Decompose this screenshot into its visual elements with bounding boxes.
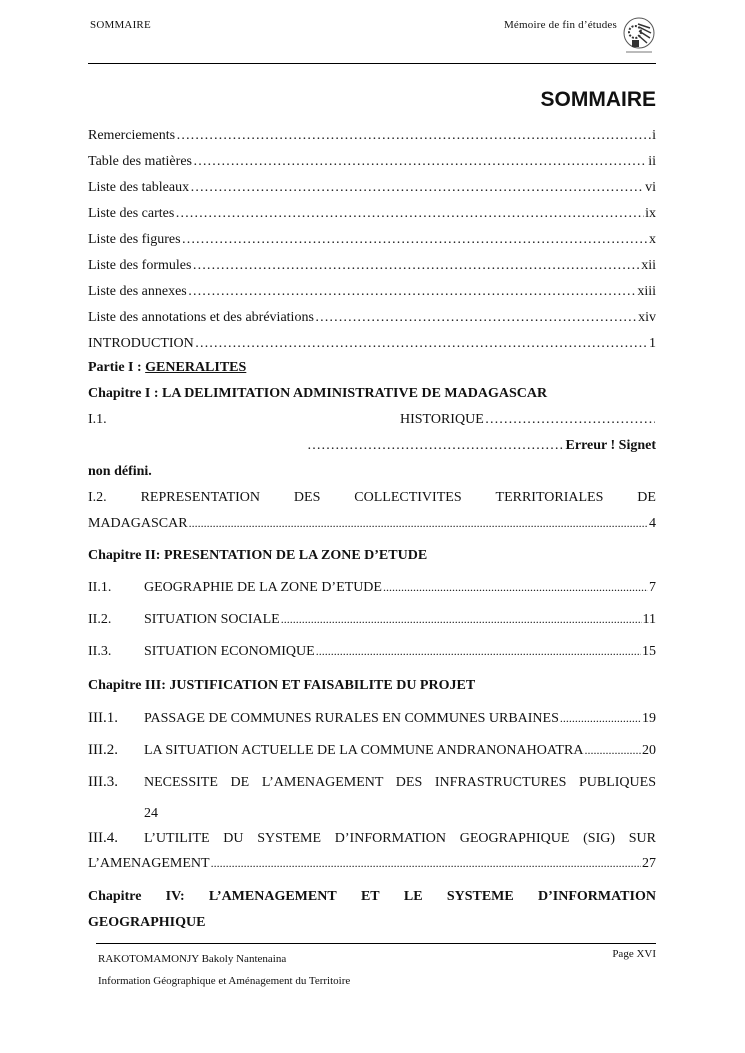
entry-label: NECESSITE DE L’AMENAGEMENT DES INFRASTRUCTURES PUBLIQUES [144,775,656,790]
part-name: GENERALITES [145,360,247,375]
entry-page: 15 [642,644,656,659]
dot-leader [316,644,641,659]
entry-page: 24 [144,806,158,821]
dot-leader [307,438,565,454]
toc-entry[interactable] [88,258,656,276]
title-word: Chapitre [88,889,142,904]
footer-author: RAKOTOMAMONJY Bakoly Nantenaina [98,953,287,965]
entry-page: xii [641,258,656,273]
entry-page: 20 [642,743,656,758]
header-right: Mémoire de fin d’études [503,19,617,31]
entry-page: 19 [642,711,656,726]
page-number: Page XVI [612,948,656,960]
toc-entry-i1-cont [88,438,656,456]
entry-number: I.1. [88,412,107,427]
toc-entry[interactable] [88,742,656,760]
toc-entry[interactable] [88,710,656,728]
toc-entry[interactable] [88,206,656,224]
entry-label: PASSAGE DE COMMUNES RURALES EN COMMUNES URBAINES [144,711,559,726]
toc-entry[interactable] [88,644,656,662]
entry-page: i [652,128,656,143]
entry-word: REPRESENTATION [140,490,261,505]
toc-entry[interactable] [88,774,656,792]
dot-leader [188,284,637,300]
entry-number: II.3. [88,644,112,659]
dot-leader [315,310,637,326]
entry-page: 7 [649,580,656,595]
part-prefix: Partie I : [88,360,142,375]
entry-label: MADAGASCAR [88,516,188,531]
entry-page: x [649,232,656,247]
entry-page: 11 [642,612,656,627]
dot-leader [192,258,640,274]
chapter-3-title[interactable]: Chapitre III: JUSTIFICATION ET FAISABILITE DU PROJET [88,678,476,693]
entry-word: DES [293,490,321,505]
dot-leader [281,612,642,627]
dot-leader [383,580,648,595]
toc-entry[interactable] [88,336,656,354]
dot-leader [176,128,651,144]
entry-label: L’AMENAGEMENT [88,856,210,871]
footer-rule [96,943,656,944]
entry-label: Liste des formules [88,258,192,273]
entry-page: vi [645,180,656,195]
entry-label: SITUATION SOCIALE [144,612,280,627]
toc-entry[interactable] [88,612,656,630]
chapter-2-title[interactable]: Chapitre II: PRESENTATION DE LA ZONE D’ETUDE [88,548,428,563]
dot-leader [190,180,644,196]
toc-entry-i2[interactable] [88,490,656,508]
entry-word: DE [637,490,656,505]
entry-label: Liste des cartes [88,206,175,221]
header-left: SOMMAIRE [90,19,151,31]
entry-label: GEOGRAPHIE DE LA ZONE D’ETUDE [144,580,382,595]
dot-leader [584,743,641,758]
entry-page: xiii [637,284,656,299]
entry-number: II.2. [88,612,112,627]
footer-program: Information Géographique et Aménagement du Territoire [98,975,351,987]
entry-number: III.3. [88,774,118,790]
entry-page: xiv [638,310,656,325]
dot-leader [175,206,644,222]
entry-number: III.4. [88,830,118,846]
header-rule [88,63,656,64]
toc-entry[interactable] [88,232,656,250]
title-word: L’AMENAGEMENT [208,889,337,904]
toc-entry-cont [88,856,656,874]
page-title: SOMMAIRE [540,88,656,111]
title-word: IV: [165,889,185,904]
entry-label: SITUATION ECONOMIQUE [144,644,315,659]
toc-entry[interactable] [88,128,656,146]
toc-entry[interactable] [88,310,656,328]
bookmark-error: Erreur ! Signet [565,438,656,453]
entry-label: Table des matières [88,154,192,169]
entry-page: 4 [649,516,656,531]
toc-entry[interactable] [88,580,656,598]
entry-label: Liste des annexes [88,284,187,299]
chapter-4-title-cont: GEOGRAPHIQUE [88,915,206,930]
entry-page: ii [648,154,656,169]
dot-leader [485,412,655,428]
title-word: D’INFORMATION [537,889,656,904]
entry-label: Liste des annotations et des abréviations [88,310,314,325]
toc-entry-i2-cont [88,516,656,534]
entry-label: HISTORIQUE [400,412,484,427]
entry-label: INTRODUCTION [88,336,194,351]
entry-label: Liste des figures [88,232,181,247]
dot-leader [560,711,641,726]
entry-page: 27 [642,856,656,871]
dot-leader [193,154,647,170]
entry-number: III.2. [88,742,118,758]
toc-entry-i1[interactable] [88,412,656,430]
entry-page: ix [645,206,656,221]
dot-leader [182,232,648,248]
part-heading [88,360,656,378]
entry-label: L’UTILITE DU SYSTEME D’INFORMATION GEOGRAPHIQUE (SIG) SUR [144,831,656,846]
entry-label: LA SITUATION ACTUELLE DE LA COMMUNE ANDRANONAHOATRA [144,743,584,758]
dot-leader [211,856,641,871]
toc-entry[interactable] [88,154,656,172]
entry-number: III.1. [88,710,118,726]
title-word: SYSTEME [446,889,514,904]
chapter-4-title[interactable] [88,889,656,907]
toc-entry[interactable] [88,830,656,848]
dot-leader [195,336,648,352]
bookmark-error-cont: non défini. [88,464,152,479]
title-word: LE [403,889,423,904]
entry-word: TERRITORIALES [495,490,604,505]
dot-leader [189,516,648,531]
toc-entry[interactable] [88,180,656,198]
entry-label: Remerciements [88,128,176,143]
chapter-1-title[interactable]: Chapitre I : LA DELIMITATION ADMINISTRATIVE DE MADAGASCAR [88,386,548,401]
entry-page-line [88,806,656,824]
entry-word: COLLECTIVITES [354,490,462,505]
entry-page: 1 [649,336,656,351]
toc-entry[interactable] [88,284,656,302]
entry-number: I.2. [88,490,107,505]
school-logo-icon [622,16,656,56]
entry-number: II.1. [88,580,112,595]
title-word: ET [360,889,380,904]
entry-label: Liste des tableaux [88,180,190,195]
